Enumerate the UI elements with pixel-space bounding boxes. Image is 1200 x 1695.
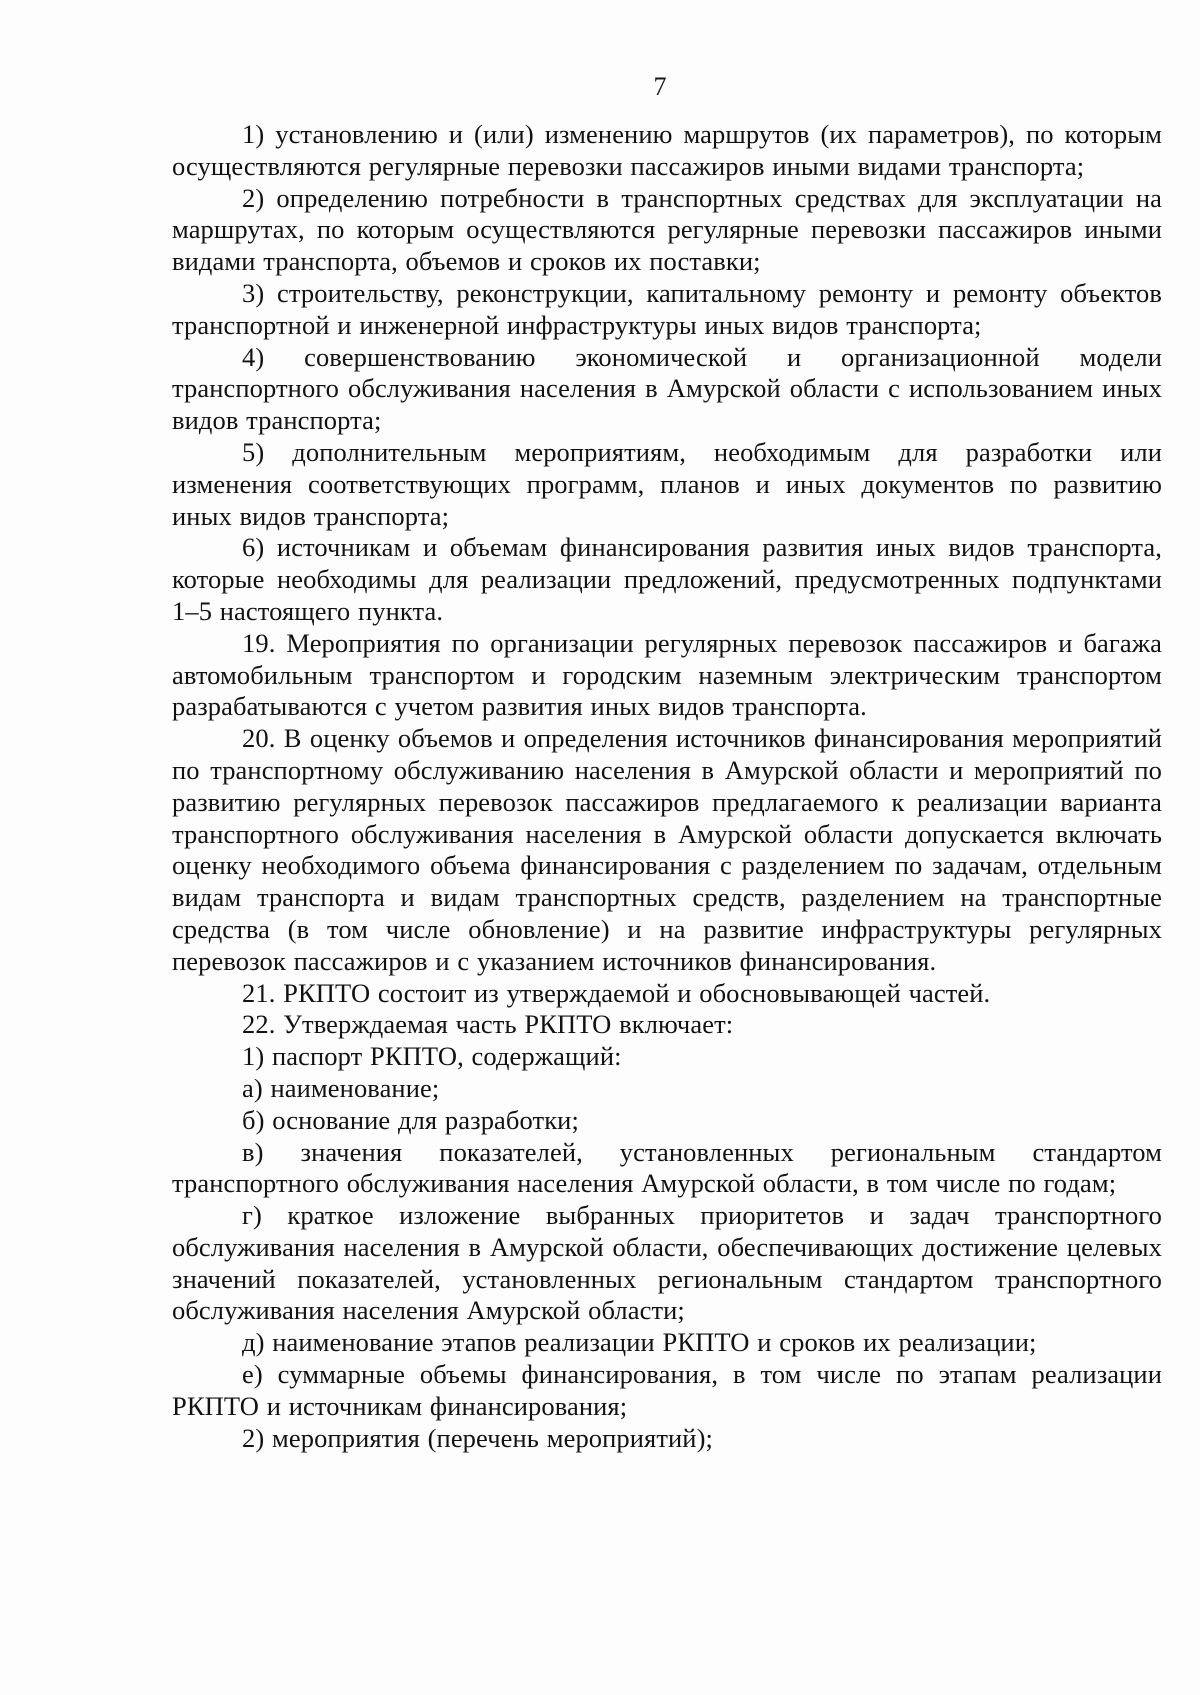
paragraph-clause-19: 19. Мероприятия по организации регулярных перевозок пассажиров и багажа автомобильным транспортом и городским наземным электрическим транспортом разрабатываются с учетом развития иных видов транспорта. <box>172 627 1162 722</box>
paragraph-subitem-e: е) суммарные объемы финансирования, в том числе по этапам реализации РКПТО и источникам финансирования; <box>172 1359 1162 1421</box>
paragraph-item-6: 6) источникам и объемам финансирования развития иных видов транспорта, которые необходимы для реализации предложений, предусмотренных подпунктами 1–5 настоящего пункта. <box>172 532 1162 626</box>
paragraph-subitem-a: а) наименование; <box>242 1072 440 1103</box>
paragraph-item-5: 5) дополнительным мероприятиям, необходимым для разработки или изменения соответствующих программ, планов и иных документов по развитию иных видов транспорта; <box>172 436 1162 531</box>
paragraph-passport: 1) паспорт РКПТО, содержащий: <box>242 1041 622 1072</box>
document-body <box>172 119 1162 1454</box>
paragraph-subitem-b: б) основание для разработки; <box>242 1104 579 1135</box>
paragraph-clause-22: 22. Утверждаемая часть РКПТО включает: <box>242 1009 734 1040</box>
paragraph-item-2: 2) определению потребности в транспортных средствах для эксплуатации на маршрутах, по которым осуществляются регулярные перевозки пассажиров иными видами транспорта, объемов и сроков их поставки; <box>172 182 1162 277</box>
paragraph-item-3: 3) строительству, реконструкции, капитальному ремонту и ремонту объектов транспортной и инженерной инфраструктуры иных видов транспорта; <box>172 277 1162 340</box>
paragraph-item-1: 1) установлению и (или) изменению маршрутов (их параметров), по которым осуществляются регулярные перевозки пассажиров иными видами транспорта; <box>172 119 1162 181</box>
paragraph-clause-21: 21. РКПТО состоит из утверждаемой и обосновывающей частей. <box>242 977 991 1008</box>
paragraph-subitem-d: д) наименование этапов реализации РКПТО и сроков их реализации; <box>242 1327 1037 1358</box>
paragraph-subitem-g: г) краткое изложение выбранных приоритетов и задач транспортного обслуживания населения в Амурской области, обеспечивающих достижение целевых значений показателей, установленных региональным стандартом транспортного обслуживания населения Амурской области; <box>172 1200 1162 1326</box>
paragraph-item-4: 4) совершенствованию экономической и организационной модели транспортного обслуживания населения в Амурской области с использованием иных видов транспорта; <box>172 341 1162 436</box>
paragraph-clause-20: 20. В оценку объемов и определения источников финансирования мероприятий по транспортному обслуживанию населения в Амурской области и мероприятий по развитию регулярных перевозок пассажиров предлагаемого к реализации варианта транспортного обслуживания населения в Амурской области допускается включать оценку необходимого объема финансирования с разделением по задачам, отдельным видам транспорта и видам транспортных средств, разделением на транспортные средства (в том числе обновление) и на развитие инфраструктуры регулярных перевозок пассажиров и с указанием источников финансирования. <box>172 723 1162 976</box>
page-number: 7 <box>653 72 667 101</box>
paragraph-measures: 2) мероприятия (перечень мероприятий); <box>242 1422 713 1453</box>
paragraph-subitem-v: в) значения показателей, установленных региональным стандартом транспортного обслуживания населения Амурской области, в том числе по годам; <box>172 1136 1162 1199</box>
